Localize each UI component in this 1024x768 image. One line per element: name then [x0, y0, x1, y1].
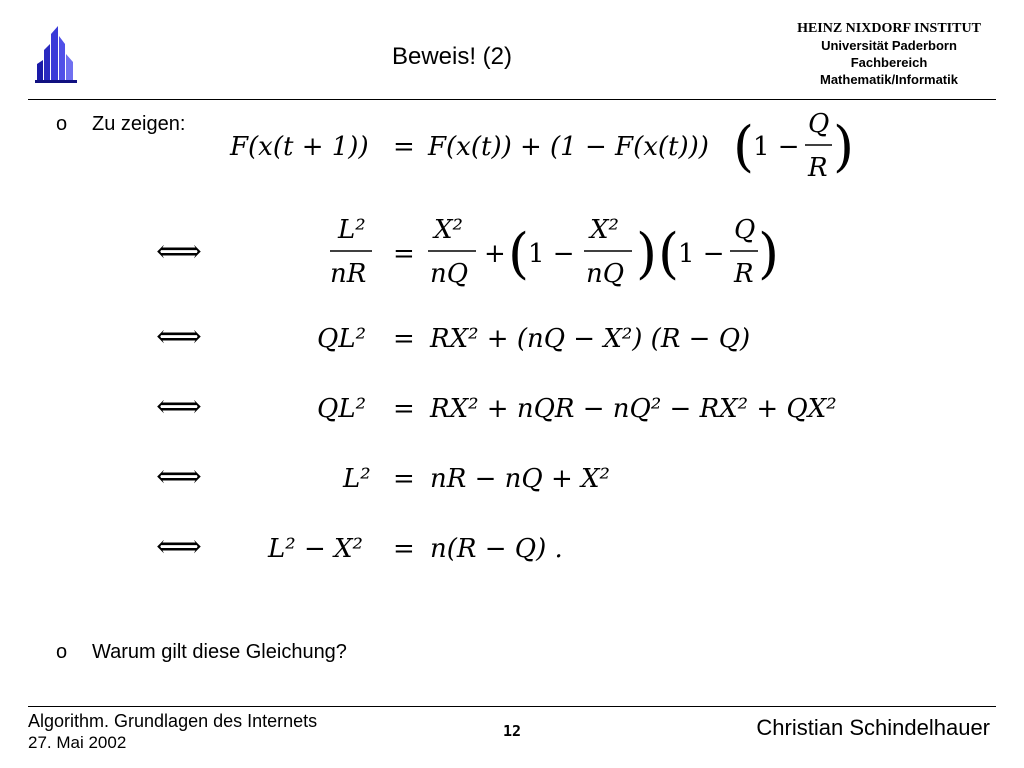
iff-5: ⟺	[156, 457, 202, 495]
bullet-question	[56, 640, 347, 664]
page-number: 12	[502, 722, 522, 740]
eq6-rhs: n(R − Q) .	[430, 534, 563, 564]
eq3-rhs: RX² + (nQ − X²) (R − Q)	[430, 324, 751, 354]
eq1-paren-open: (	[733, 115, 755, 178]
eq2-paren1-open: (	[508, 222, 530, 285]
iff-3: ⟺	[156, 317, 202, 355]
eq4-rhs: RX² + nQR − nQ² − RX² + QX²	[430, 394, 837, 424]
eq2-frac3-num: Q	[734, 215, 756, 245]
eq2-plus: +	[484, 239, 506, 269]
eq2-frac2-den: nQ	[586, 259, 625, 289]
eq5-rhs: nR − nQ + X²	[430, 464, 610, 494]
bullet-marker: o	[56, 113, 68, 135]
footer-course: Algorithm. Grundlagen des Internets	[28, 711, 318, 731]
eq5-equals: =	[393, 464, 415, 494]
eq1-paren-close: )	[833, 115, 855, 178]
eq2-frac1-num: X²	[434, 215, 463, 245]
eq1-one-minus: 1 −	[753, 132, 800, 162]
eq4-equals: =	[393, 394, 415, 424]
page-title: Beweis! (2)	[391, 43, 513, 70]
iff-2: ⟺	[156, 232, 202, 270]
bullet-marker: o	[56, 641, 68, 663]
eq2-one-minus: 1 −	[528, 239, 575, 269]
footer-date: 27. Mai 2002	[28, 733, 127, 752]
eq2-frac1-den: nQ	[430, 259, 469, 289]
eq2-lhs-num: L²	[338, 215, 366, 245]
institute-name: HEINZ NIXDORF INSTITUT	[797, 21, 981, 36]
eq2-one-minus-b: 1 −	[678, 239, 725, 269]
eq1-lhs: F(x(t + 1))	[230, 132, 369, 162]
eq5-lhs: L²	[343, 464, 371, 494]
bullet-text: Warum gilt diese Gleichung?	[92, 641, 347, 663]
eq2-paren1-close: )	[636, 222, 658, 285]
institute-department: Fachbereich	[850, 55, 928, 70]
eq2-frac3-den: R	[734, 259, 754, 289]
eq6-lhs: L² − X²	[268, 534, 363, 564]
eq2-paren2-open: (	[658, 222, 680, 285]
eq1-equals: =	[393, 132, 415, 162]
bullet-text: Zu zeigen:	[92, 113, 186, 135]
eq3-lhs: QL²	[317, 324, 367, 354]
eq4-lhs: QL²	[317, 394, 367, 424]
eq1-frac-num: Q	[808, 109, 830, 139]
footer-divider	[28, 706, 996, 707]
eq2-lhs-den: nR	[330, 259, 367, 289]
eq3-equals: =	[393, 324, 415, 354]
institute-university: Universität Paderborn	[821, 38, 957, 53]
institute-subject: Mathematik/Informatik	[820, 72, 958, 87]
eq2-frac2-num: X²	[590, 215, 619, 245]
eq2-paren2-close: )	[758, 222, 780, 285]
eq1-rhs-part: F(x(t)) + (1 − F(x(t)))	[428, 132, 709, 162]
eq1-frac-den: R	[808, 153, 828, 183]
footer-course-info	[28, 710, 317, 754]
eq2-equals: =	[393, 239, 415, 269]
iff-4: ⟺	[156, 387, 202, 425]
eq6-equals: =	[393, 534, 415, 564]
iff-6: ⟺	[156, 527, 202, 565]
footer-author: Christian Schindelhauer	[756, 715, 990, 740]
